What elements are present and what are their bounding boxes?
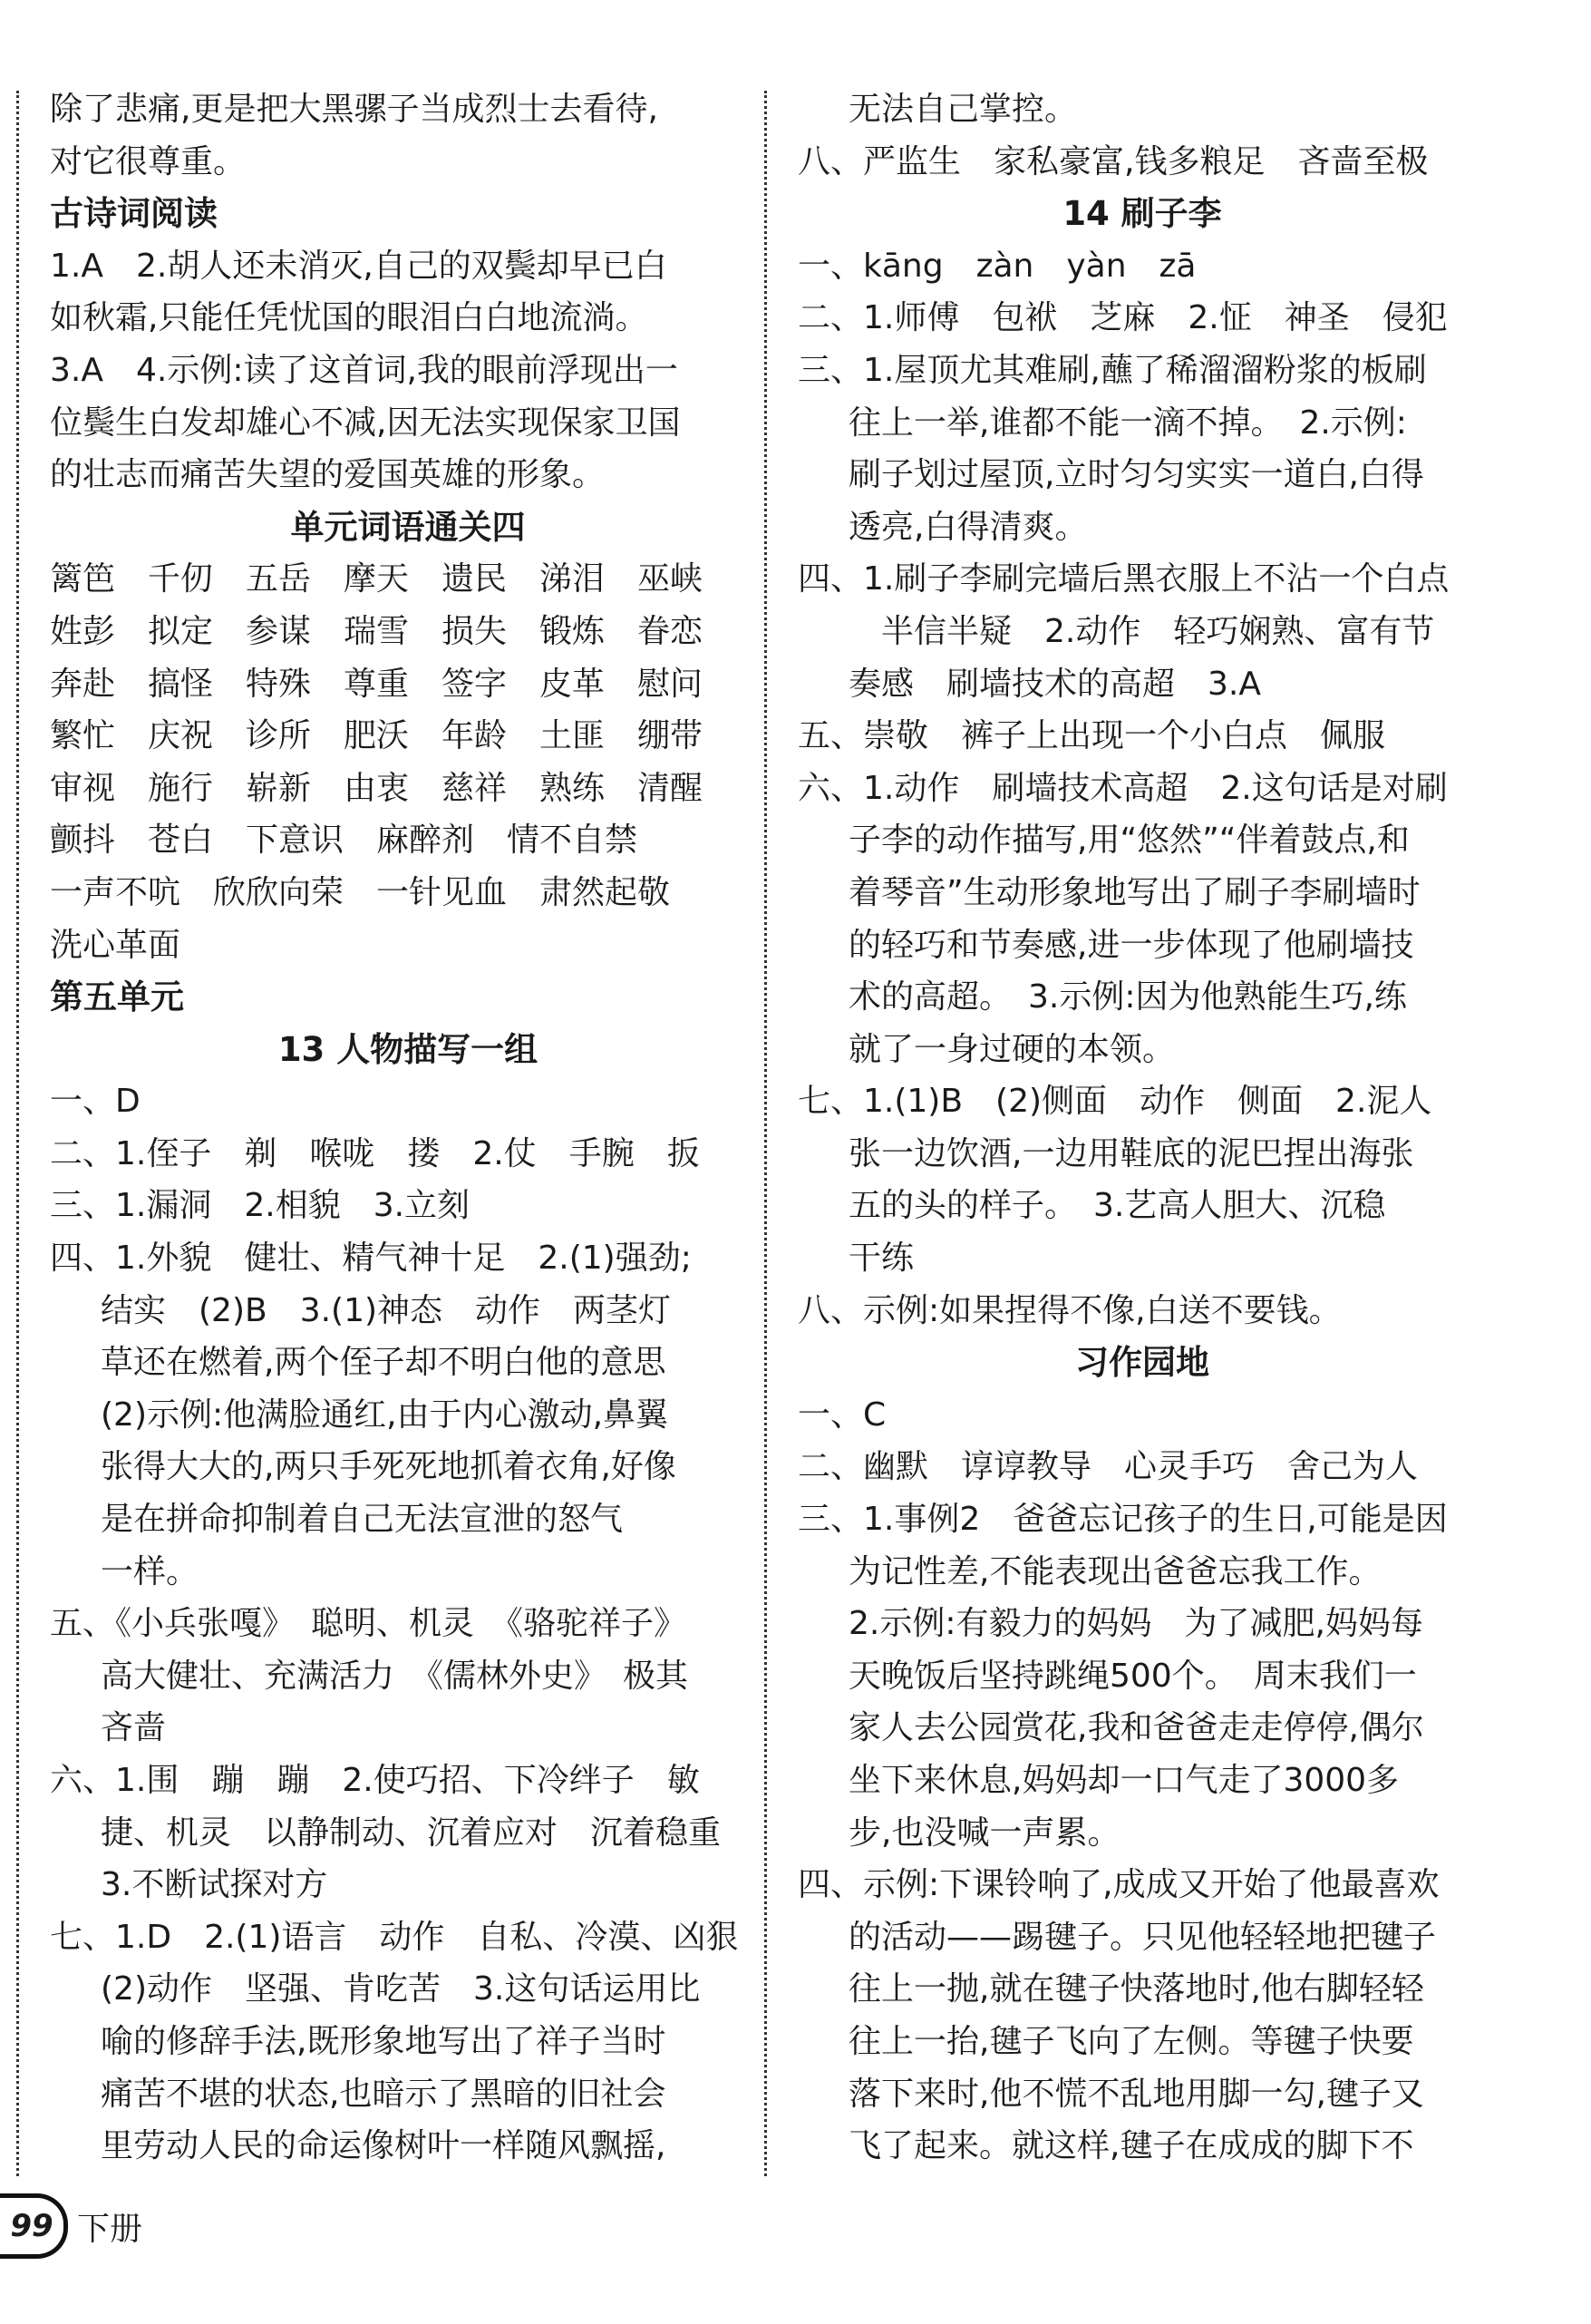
answer-line: 三、1.漏洞 2.相貌 3.立刻 xyxy=(50,1187,471,1225)
answer-line: 二、1.侄子 剃 喉咙 搂 2.仗 手腕 扳 xyxy=(50,1134,700,1172)
answer-line: 坐下来休息,妈妈却一口气走了3000多 xyxy=(849,1762,1400,1799)
section-heading: 古诗词阅读 xyxy=(50,194,218,234)
answer-line: 八、示例:如果捏得不像,白送不要钱。 xyxy=(798,1291,1342,1329)
answer-line: 的壮志而痛苦失望的爱国英雄的形象。 xyxy=(50,456,606,494)
answer-line: 是在拼命抑制着自己无法宣泄的怒气 xyxy=(101,1501,624,1539)
answer-line: 子李的动作描写,用“悠然”“伴着鼓点,和 xyxy=(849,822,1410,860)
right-column xyxy=(798,83,1487,2173)
answer-line: 一、kāng zàn yàn zā xyxy=(798,247,1197,285)
answer-line: 往上一抬,毽子飞向了左侧。等毽子快要 xyxy=(849,2022,1414,2060)
answer-line: 七、1.D 2.(1)语言 动作 自私、冷漠、凶狠 xyxy=(50,1918,739,1956)
answer-line: 落下来时,他不慌不乱地用脚一勾,毽子又 xyxy=(849,2075,1424,2113)
answer-line: 家人去公园赏花,我和爸爸走走停停,偶尔 xyxy=(849,1709,1424,1747)
answer-line: 审视 施行 崭新 由衷 慈祥 熟练 清醒 xyxy=(50,769,703,807)
section-heading: 13 人物描写一组 xyxy=(277,1029,538,1069)
answer-line: 往上一举,谁都不能一滴不掉。 2.示例: xyxy=(849,404,1407,442)
answer-line: 八、严监生 家私豪富,钱多粮足 吝啬至极 xyxy=(798,142,1429,180)
answer-line: 刷子划过屋顶,立时匀匀实实一道白,白得 xyxy=(849,456,1424,494)
answer-line: 七、1.(1)B (2)侧面 动作 侧面 2.泥人 xyxy=(798,1083,1432,1121)
answer-line: 除了悲痛,更是把大黑骡子当成烈士去看待, xyxy=(50,91,658,128)
answer-line: 四、1.刷子李刷完墙后黑衣服上不沾一个白点 xyxy=(798,560,1450,598)
answer-line: 里劳动人民的命运像树叶一样随风飘摇, xyxy=(101,2127,666,2165)
left-column xyxy=(50,83,766,2173)
answer-line: 二、1.师傅 包袱 芝麻 2.怔 神圣 侵犯 xyxy=(798,299,1448,337)
answer-line: 五、《小兵张嘎》 聪明、机灵 《骆驼祥子》 xyxy=(50,1605,687,1643)
answer-line: 干练 xyxy=(849,1240,915,1278)
answer-line: 喻的修辞手法,既形象地写出了祥子当时 xyxy=(101,2022,666,2060)
answer-line: 六、1.动作 刷墙技术高超 2.这句话是对刷 xyxy=(798,769,1448,807)
section-heading: 第五单元 xyxy=(50,977,184,1017)
answer-line: 吝啬 xyxy=(101,1709,167,1747)
answer-line: 的活动——踢毽子。只见他轻轻地把毽子 xyxy=(849,1918,1437,1956)
answer-line: 繁忙 庆祝 诊所 肥沃 年龄 土匪 绷带 xyxy=(50,717,703,755)
answer-line: 2.示例:有毅力的妈妈 为了减肥,妈妈每 xyxy=(849,1605,1423,1643)
answer-line: 奔赴 搞怪 特殊 尊重 签字 皮革 慰问 xyxy=(50,665,703,703)
answer-line: 五、崇敬 裤子上出现一个小白点 佩服 xyxy=(798,717,1386,755)
column-divider xyxy=(764,91,767,2176)
answer-line: 结实 (2)B 3.(1)神态 动作 两茎灯 xyxy=(101,1291,672,1329)
answer-line: 五的头的样子。 3.艺高人胆大、沉稳 xyxy=(849,1187,1386,1225)
answer-line: 洗心革面 xyxy=(50,926,181,964)
answer-line: 姓彭 拟定 参谋 瑞雪 损失 锻炼 眷恋 xyxy=(50,612,703,650)
answer-line: 着琴音”生动形象地写出了刷子李刷墙时 xyxy=(849,873,1421,911)
answer-line: 往上一抛,就在毽子快落地时,他右脚轻轻 xyxy=(849,1970,1424,2008)
answer-line: 飞了起来。就这样,毽子在成成的脚下不 xyxy=(849,2127,1414,2165)
section-heading: 单元词语通关四 xyxy=(290,507,526,547)
answer-line: 张得大大的,两只手死死地抓着衣角,好像 xyxy=(101,1448,676,1486)
answer-line: 的轻巧和节奏感,进一步体现了他刷墙技 xyxy=(849,926,1414,964)
answer-line: 1.A 2.胡人还未消灭,自己的双鬓却早已白 xyxy=(50,247,667,285)
answer-line: 六、1.围 蹦 蹦 2.使巧招、下冷绊子 敏 xyxy=(50,1762,700,1799)
volume-label: 下册 xyxy=(77,2210,143,2248)
page-footer xyxy=(0,2190,142,2262)
answer-line: 草还在燃着,两个侄子却不明白他的意思 xyxy=(101,1344,666,1382)
answer-line: 透亮,白得清爽。 xyxy=(849,508,1088,546)
answer-line: 篱笆 千仞 五岳 摩天 遗民 涕泪 巫峡 xyxy=(50,560,703,598)
answer-line: 高大健壮、充满活力 《儒林外史》 极其 xyxy=(101,1657,689,1695)
answer-line: 位鬓生白发却雄心不减,因无法实现保家卫国 xyxy=(50,404,681,442)
answer-line: 对它很尊重。 xyxy=(50,142,247,180)
answer-line: 二、幽默 谆谆教导 心灵手巧 舍己为人 xyxy=(798,1448,1419,1486)
answer-line: 颤抖 苍白 下意识 麻醉剂 情不自禁 xyxy=(50,822,638,860)
answer-line: (2)动作 坚强、肯吃苦 3.这句话运用比 xyxy=(101,1970,701,2008)
answer-line: 三、1.事例2 爸爸忘记孩子的生日,可能是因 xyxy=(798,1501,1448,1539)
answer-line: 一、D xyxy=(50,1083,141,1121)
section-heading: 习作园地 xyxy=(1075,1343,1209,1383)
answer-line: 为记性差,不能表现出爸爸忘我工作。 xyxy=(849,1552,1382,1590)
answer-line: 步,也没喊一声累。 xyxy=(849,1813,1120,1852)
section-heading: 14 刷子李 xyxy=(1062,194,1222,234)
answer-line: 3.不断试探对方 xyxy=(101,1866,328,1904)
answer-line: 如秋霜,只能任凭忧国的眼泪白白地流淌。 xyxy=(50,299,648,337)
answer-line: 三、1.屋顶尤其难刷,蘸了稀溜溜粉浆的板刷 xyxy=(798,351,1427,389)
answer-line: 就了一身过硬的本领。 xyxy=(849,1030,1176,1068)
binding-margin-dots xyxy=(16,91,19,2176)
answer-line: 一样。 xyxy=(101,1552,199,1590)
answer-line: 四、示例:下课铃响了,成成又开始了他最喜欢 xyxy=(798,1866,1440,1904)
answer-line: 无法自己掌控。 xyxy=(849,91,1078,128)
answer-line: 天晚饭后坚持跳绳500个。 周末我们一 xyxy=(849,1657,1417,1695)
page-number-badge: 99 xyxy=(0,2193,68,2259)
answer-line: 张一边饮酒,一边用鞋底的泥巴捏出海张 xyxy=(849,1134,1414,1172)
answer-line: 术的高超。 3.示例:因为他熟能生巧,练 xyxy=(849,978,1407,1016)
answer-line: 半信半疑 2.动作 轻巧娴熟、富有节 xyxy=(849,612,1435,650)
answer-line: 痛苦不堪的状态,也暗示了黑暗的旧社会 xyxy=(101,2075,666,2113)
answer-line: 一声不吭 欣欣向荣 一针见血 肃然起敬 xyxy=(50,873,671,911)
answer-line: 四、1.外貌 健壮、精气神十足 2.(1)强劲; xyxy=(50,1240,692,1278)
answer-line: 3.A 4.示例:读了这首词,我的眼前浮现出一 xyxy=(50,351,678,389)
answer-line: 奏感 刷墙技术的高超 3.A xyxy=(849,665,1261,703)
answer-line: 捷、机灵 以静制动、沉着应对 沉着稳重 xyxy=(101,1813,722,1852)
answer-line: 一、C xyxy=(798,1395,887,1434)
answer-line: (2)示例:他满脸通红,由于内心激动,鼻翼 xyxy=(101,1395,669,1434)
